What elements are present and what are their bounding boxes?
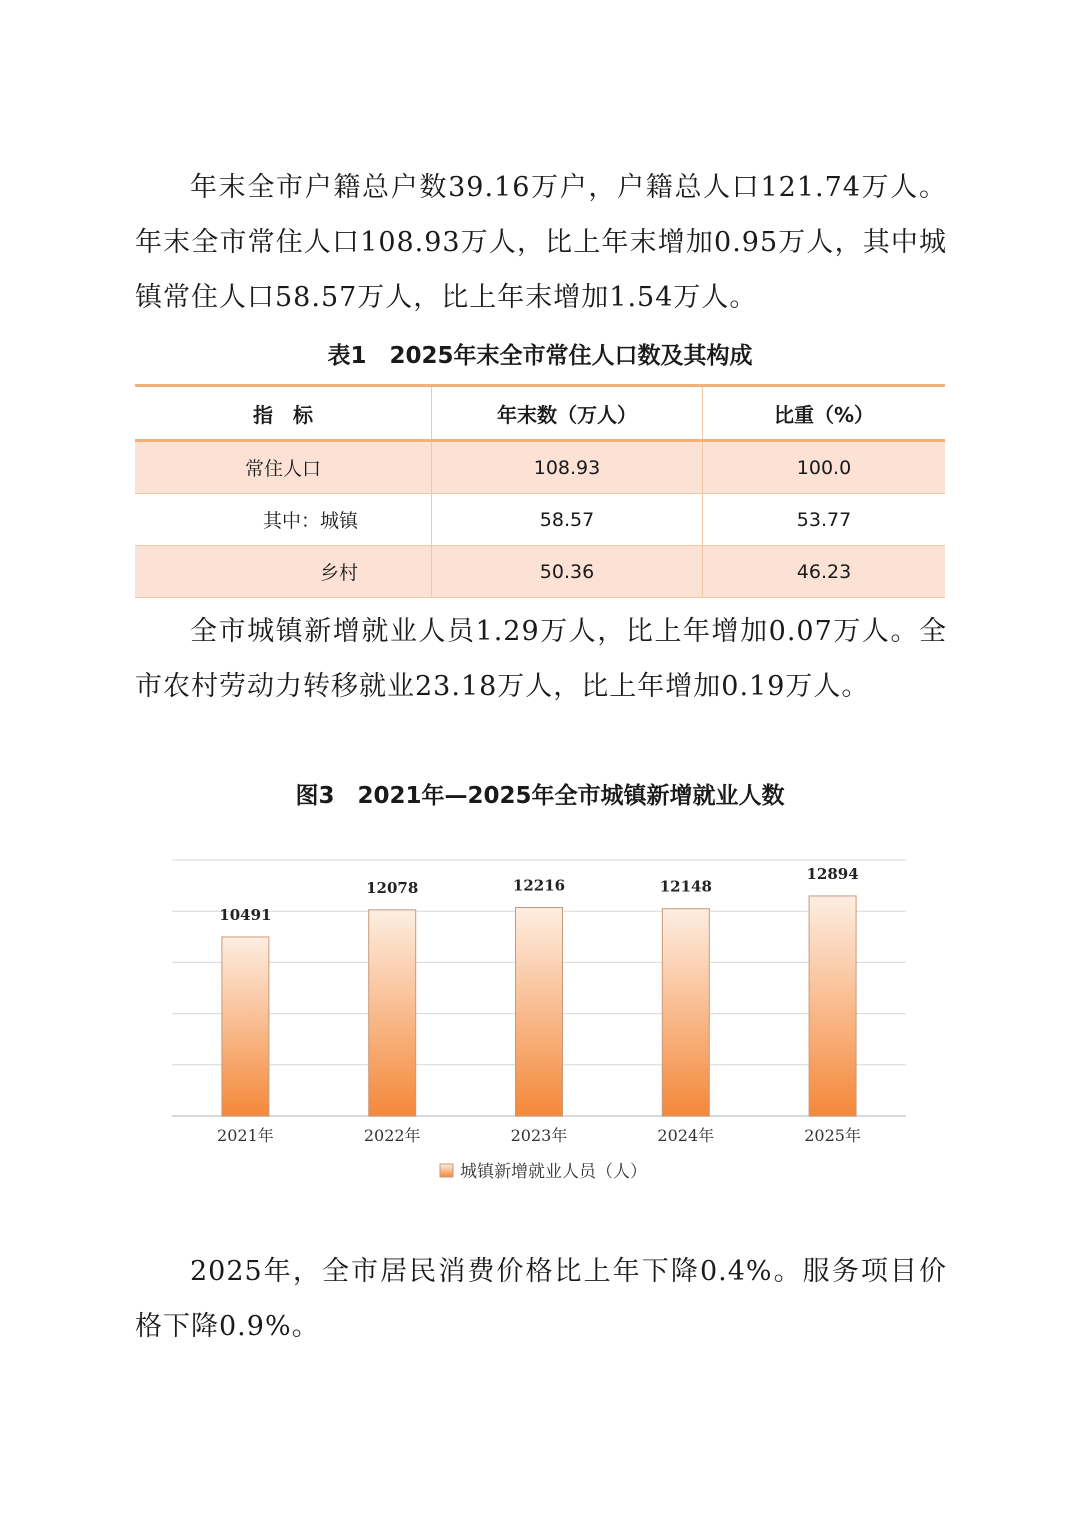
legend-label: 城镇新增就业人员（人） bbox=[460, 1162, 647, 1182]
table-row bbox=[135, 441, 945, 494]
table-cell-indicator: 其中：城镇 bbox=[263, 510, 359, 532]
chart-bars bbox=[222, 896, 856, 1116]
population-table bbox=[135, 384, 945, 598]
x-tick-label: 2024年 bbox=[657, 1126, 715, 1145]
table-cell-count: 58.57 bbox=[432, 494, 703, 546]
table-row bbox=[135, 494, 945, 546]
table-cell-share: 100.0 bbox=[703, 441, 946, 494]
chart-legend bbox=[440, 1162, 647, 1182]
bar bbox=[369, 910, 416, 1116]
employment-bar-chart bbox=[160, 850, 920, 1195]
paragraph-population bbox=[135, 160, 947, 325]
table-cell-indicator: 乡村 bbox=[320, 562, 359, 584]
bar bbox=[516, 908, 563, 1116]
paragraph-prices bbox=[135, 1244, 947, 1354]
table-header-share: 比重（%） bbox=[703, 386, 946, 441]
table-caption: 表1 2025年末全市常住人口数及其构成 bbox=[327, 343, 753, 369]
table-header-indicator: 指 标 bbox=[253, 402, 313, 427]
chart-x-tick-labels bbox=[217, 1126, 861, 1145]
paragraph-prices-text: 2025年，全市居民消费价格比上年下降0.4%。服务项目价格下降0.9%。 bbox=[135, 1256, 947, 1342]
bar-data-label: 12216 bbox=[512, 876, 566, 895]
bar-data-label: 12078 bbox=[366, 878, 419, 897]
figure-caption: 图3 2021年—2025年全市城镇新增就业人数 bbox=[295, 783, 785, 809]
table-cell-indicator: 常住人口 bbox=[244, 458, 321, 480]
bar-data-label: 12894 bbox=[806, 864, 859, 883]
bar bbox=[809, 896, 856, 1116]
paragraph-employment-text: 全市城镇新增就业人员1.29万人，比上年增加0.07万人。全市农村劳动力转移就业23.18万人，比上年增加0.19万人。 bbox=[135, 616, 947, 702]
table-cell-count: 108.93 bbox=[432, 441, 703, 494]
table-row bbox=[135, 546, 945, 598]
table-header-row bbox=[135, 386, 945, 441]
table-cell-share: 53.77 bbox=[703, 494, 946, 546]
bar bbox=[222, 937, 269, 1116]
x-tick-label: 2023年 bbox=[510, 1126, 568, 1145]
table-cell-share: 46.23 bbox=[703, 546, 946, 598]
bar-data-label: 12148 bbox=[659, 877, 712, 896]
bar-data-label: 10491 bbox=[219, 905, 272, 924]
bar bbox=[662, 909, 709, 1116]
x-tick-label: 2022年 bbox=[363, 1126, 421, 1145]
table-header-count: 年末数（万人） bbox=[432, 386, 703, 441]
x-tick-label: 2025年 bbox=[804, 1126, 861, 1145]
legend-swatch bbox=[440, 1164, 453, 1177]
x-tick-label: 2021年 bbox=[217, 1126, 274, 1145]
table-cell-count: 50.36 bbox=[432, 546, 703, 598]
paragraph-employment bbox=[135, 604, 947, 714]
paragraph-population-text: 年末全市户籍总户数39.16万户，户籍总人口121.74万人。年末全市常住人口108.93万人，比上年末增加0.95万人，其中城镇常住人口58.57万人，比上年末增加1.54万人。 bbox=[135, 172, 947, 313]
